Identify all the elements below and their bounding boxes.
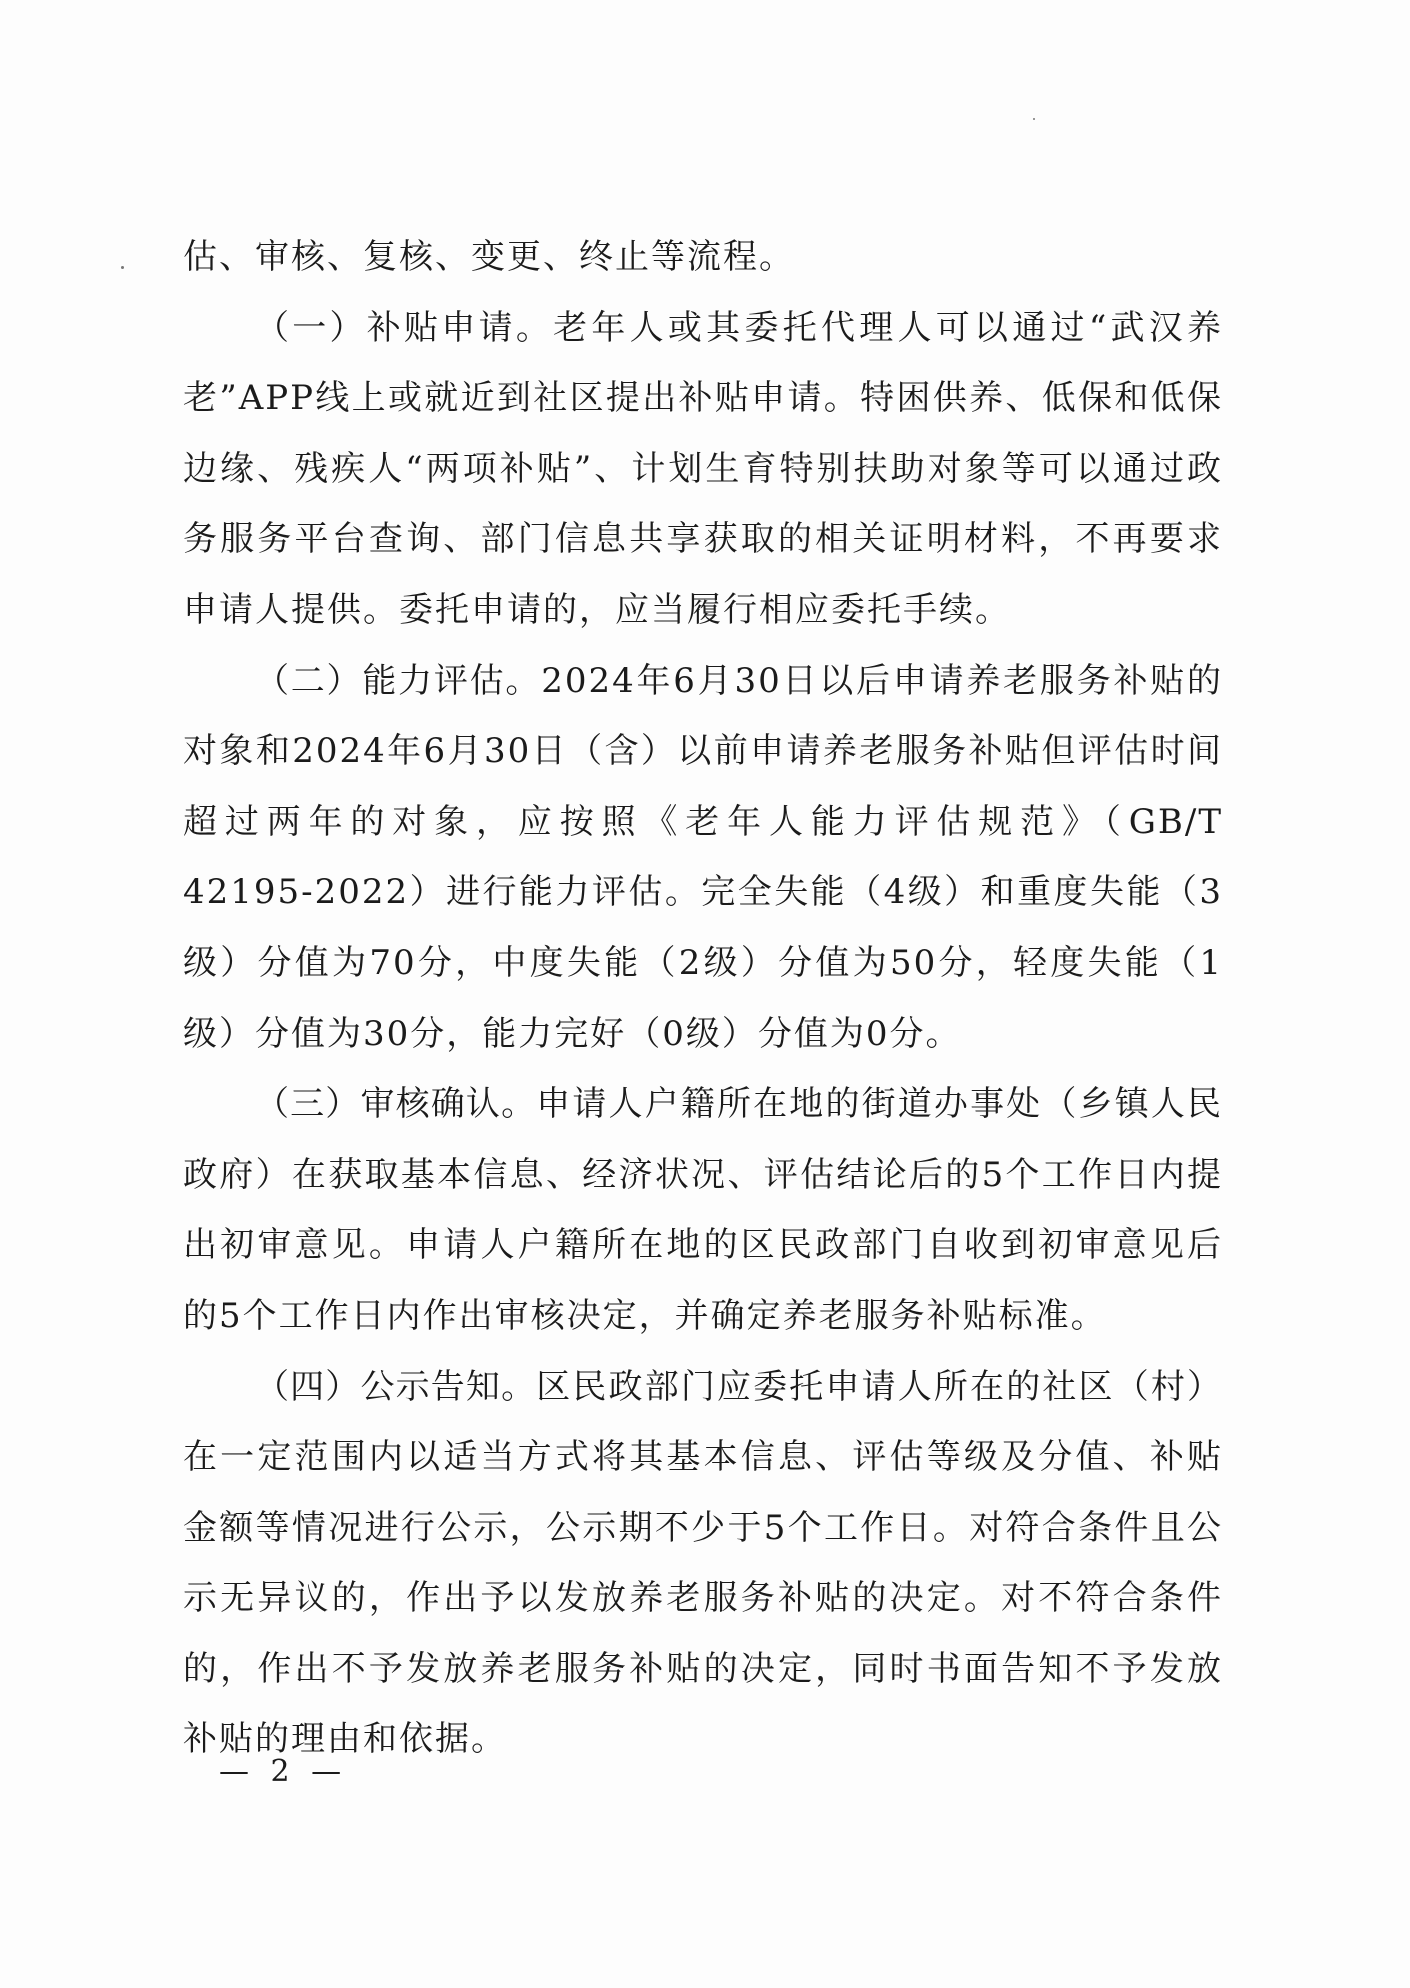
paragraph-ability-assessment xyxy=(183,646,1223,1070)
section-heading: （四）公示告知。 xyxy=(255,1366,537,1407)
paragraph-text: 2024年6月30日以后申请养老服务补贴的对象和2024年6月30日（含）以前申请养老服务补贴但评估时间超过两年的对象，应按照《老年人能力评估规范》（GB/T 42195-2022）进行能力评估。完全失能（4级）和重度失能（3级）分值为70分，中度失能（2级）分值为50分，轻度失能（1级）分值为30分，能力完好（0级）分值为0分。 xyxy=(183,660,1224,1054)
scan-speck xyxy=(1033,118,1035,120)
section-heading: （一）补贴申请。 xyxy=(255,307,554,348)
paragraph-text: 老年人或其委托代理人可以通过“武汉养老”APP线上或就近到社区提出补贴申请。特困供养、低保和低保边缘、残疾人“两项补贴”、计划生育特别扶助对象等可以通过政务服务平台查询、部门信息共享获取的相关证明材料，不再要求申请人提供。委托申请的，应当履行相应委托手续。 xyxy=(183,307,1223,630)
section-heading: （二）能力评估。 xyxy=(255,660,542,701)
paragraph-text: 区民政部门应委托申请人所在的社区（村）在一定范围内以适当方式将其基本信息、评估等级及分值、补贴金额等情况进行公示，公示期不少于5个工作日。对符合条件且公示无异议的，作出予以发放养老服务补贴的决定。对不符合条件的，作出不予发放养老服务补贴的决定，同时书面告知不予发放补贴的理由和依据。 xyxy=(183,1366,1224,1760)
section-heading: （三）审核确认。 xyxy=(255,1084,537,1125)
body-text xyxy=(183,222,1223,1775)
scan-speck xyxy=(121,266,124,269)
paragraph-text: 申请人户籍所在地的街道办事处（乡镇人民政府）在获取基本信息、经济状况、评估结论后的5个工作日内提出初审意见。申请人户籍所在地的区民政部门自收到初审意见后的5个工作日内作出审核决定，并确定养老服务补贴标准。 xyxy=(183,1084,1224,1336)
paragraph-subsidy-application xyxy=(183,293,1223,646)
paragraph-text: 估、审核、复核、变更、终止等流程。 xyxy=(183,237,795,277)
page-number: — 2 — xyxy=(219,1754,348,1789)
paragraph-public-notice xyxy=(183,1352,1223,1776)
paragraph-review-confirmation xyxy=(183,1069,1223,1351)
paragraph-continuation xyxy=(183,222,1223,293)
